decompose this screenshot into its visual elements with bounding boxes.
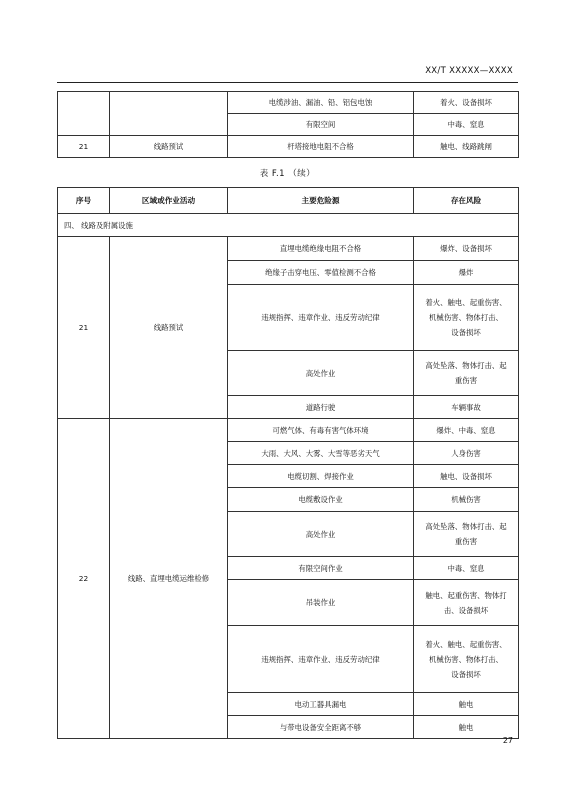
hazard-cell: 高处作业 — [228, 512, 414, 557]
column-header-hazard: 主要危险源 — [228, 188, 414, 214]
risk-line: 重伤害 — [454, 537, 478, 546]
area-cell — [110, 92, 228, 136]
risk-line: 爆炸、设备损坏 — [440, 244, 492, 253]
risk-line: 重伤害 — [454, 376, 478, 385]
area-cell: 线路预试 — [110, 136, 228, 158]
risk-line: 着火、触电、起重伤害、 — [425, 298, 507, 307]
hazard-cell: 大雨、大风、大雾、大雪等恶劣天气 — [228, 442, 414, 465]
section-row — [58, 214, 519, 237]
risk-line: 中毒、窒息 — [447, 563, 485, 573]
table-header-row — [58, 188, 519, 214]
risk-line: 高处坠落、物体打击、起 — [425, 361, 507, 370]
table-row — [58, 237, 519, 261]
risk-cell — [414, 465, 519, 488]
risk-cell — [414, 396, 519, 419]
hazard-table — [57, 187, 519, 739]
area-cell: 线路、直埋电缆运维检修 — [110, 419, 228, 739]
hazard-cell: 高处作业 — [228, 351, 414, 396]
hazard-cell: 道路行驶 — [228, 396, 414, 419]
hazard-cell: 电动工器具漏电 — [228, 693, 414, 716]
table-caption: 表 F.1 （续） — [259, 169, 316, 179]
page-number: 27 — [502, 736, 513, 745]
risk-line: 触电、起重伤害、物体打 — [425, 590, 507, 600]
number-cell: 22 — [58, 419, 110, 739]
hazard-cell: 有限空间作业 — [228, 557, 414, 580]
risk-cell: 中毒、窒息 — [414, 114, 519, 136]
risk-line: 高处坠落、物体打击、起 — [425, 522, 507, 531]
table-row — [58, 136, 519, 158]
risk-cell: 着火、设备损坏 — [414, 92, 519, 114]
column-header-number: 序号 — [58, 188, 110, 214]
risk-cell — [414, 261, 519, 285]
risk-line: 触电、设备损坏 — [440, 471, 492, 481]
risk-line: 车辆事故 — [451, 402, 481, 412]
risk-cell — [414, 693, 519, 716]
hazard-cell: 违规指挥、违章作业、违反劳动纪律 — [228, 285, 414, 351]
table-row — [58, 92, 519, 114]
column-header-risk: 存在风险 — [414, 188, 519, 214]
risk-cell: 触电、线路跳闸 — [414, 136, 519, 158]
risk-line: 着火、触电、起重伤害、 — [425, 639, 507, 649]
hazard-cell: 吊装作业 — [228, 580, 414, 626]
risk-cell — [414, 557, 519, 580]
header-rule — [57, 82, 518, 83]
hazard-cell: 可燃气体、有毒有害气体环境 — [228, 419, 414, 442]
hazard-cell: 杆塔接地电阻不合格 — [228, 136, 414, 158]
risk-cell — [414, 442, 519, 465]
hazard-cell: 直埋电缆绝缘电阻不合格 — [228, 237, 414, 261]
risk-line: 人身伤害 — [451, 448, 481, 458]
risk-line: 击、设备损坏 — [443, 605, 489, 615]
table-row — [58, 419, 519, 442]
table-continuation-top — [57, 91, 519, 158]
risk-line: 设备损坏 — [451, 669, 481, 679]
risk-cell — [414, 419, 519, 442]
risk-line: 机械伤害、物体打击、 — [429, 654, 503, 664]
section-title: 四、 线路及附属设施 — [58, 214, 519, 237]
risk-cell — [414, 285, 519, 351]
hazard-cell: 与带电设备安全距离不够 — [228, 716, 414, 739]
risk-line: 爆炸 — [458, 268, 474, 277]
risk-line: 设备损坏 — [451, 328, 481, 337]
hazard-cell: 绝缘子击穿电压、零值检测不合格 — [228, 261, 414, 285]
number-cell: 21 — [58, 237, 110, 419]
risk-line: 机械伤害 — [451, 495, 481, 504]
risk-line: 触电 — [458, 699, 474, 709]
risk-cell — [414, 351, 519, 396]
number-cell: 21 — [58, 136, 110, 158]
risk-cell — [414, 626, 519, 693]
risk-cell — [414, 488, 519, 512]
document-code: XX/T XXXXX—XXXX — [425, 66, 513, 76]
number-cell — [58, 92, 110, 136]
risk-cell — [414, 237, 519, 261]
risk-line: 机械伤害、物体打击、 — [429, 313, 503, 322]
risk-line: 触电 — [458, 722, 474, 732]
hazard-cell: 电缆敷设作业 — [228, 488, 414, 512]
hazard-cell: 电缆切割、焊接作业 — [228, 465, 414, 488]
column-header-area: 区域或作业活动 — [110, 188, 228, 214]
risk-cell — [414, 580, 519, 626]
hazard-cell: 有限空间 — [228, 114, 414, 136]
risk-line: 爆炸、中毒、窒息 — [436, 425, 496, 435]
hazard-cell: 电缆涉油、漏油、铅、铝包电蚀 — [228, 92, 414, 114]
risk-cell — [414, 512, 519, 557]
hazard-cell: 违规指挥、违章作业、违反劳动纪律 — [228, 626, 414, 693]
area-cell: 线路预试 — [110, 237, 228, 419]
